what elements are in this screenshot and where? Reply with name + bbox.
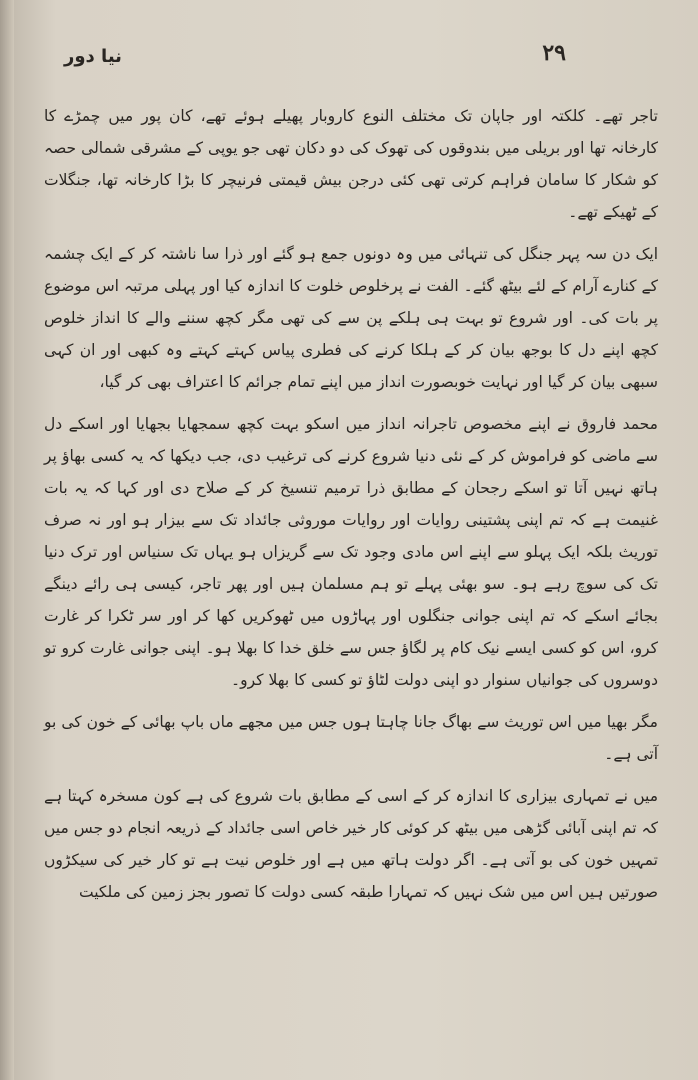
page-gutter-shadow bbox=[0, 0, 14, 1080]
running-head: نیا دور bbox=[64, 46, 122, 67]
paragraph: میں نے تمہاری بیزاری کا اندازہ کر کے اسی کے مطابق بات شروع کی ہے کون مسخرہ کہتا ہے کہ تم اپنی آبائی گڑھی میں بیٹھ کر کوئی کار خیر خاص اسی جائداد کے ذریعہ انجام دو جس میں تمہیں خون کی بو آتی ہے۔ اگر دولت ہاتھ میں ہے اور خلوص نیت ہے تو کار خیر کی سیکڑوں صورتیں ہیں اس میں شک نہیں کہ تمہارا طبقہ کسی دولت کا تصور بجز زمین کی ملکیت bbox=[44, 787, 658, 901]
paragraph: تاجر تھے۔ کلکتہ اور جاپان تک مختلف النوع کاروبار پھیلے ہوئے تھے، کان پور میں چمڑے کا کارخانہ تھا اور بریلی میں بندوقوں کی تھوک کی دو دکان تھی جو یوپی کے مشرقی شمالی حصہ کو شکار کا سامان فراہم کرتی تھی کئی درجن بیش قیمتی فرنیچر کا بڑا کارخانہ تھا، جنگلات کے ٹھیکے تھے۔ bbox=[44, 107, 658, 221]
paragraph: ایک دن سہ پہر جنگل کی تنہائی میں وہ دونوں جمع ہو گئے اور ذرا سا ناشتہ کر کے ایک چشمہ کے کنارے آرام کے لئے بیٹھ گئے۔ الفت نے پرخلوص خلوت کا اندازہ کیا اور پہلی مرتبہ اس موضوع پر بات کی۔ اور شروع تو بہت ہی ہلکے پن سے کی تھی مگر کچھ سننے والے کا انداز خلوص کچھ اپنے دل کا بوجھ بیان کر کے ہلکا کرنے کی فطری پیاس کہتے کہتے وہ کبھی اور ان کہی سبھی بیان کر گیا اور نہایت خوبصورت انداز میں اپنے تمام جرائم کا اعتراف بھی کر گیا، bbox=[44, 245, 658, 391]
paragraph: مگر بھیا میں اس توریث سے بھاگ جانا چاہتا ہوں جس میں مجھے ماں باپ بھائی کے خون کی بو آتی ہے۔ bbox=[44, 713, 658, 763]
paragraph: محمد فاروق نے اپنے مخصوص تاجرانہ انداز میں اسکو بہت کچھ سمجھایا بجھایا اور اسکے دل سے ماضی کو فراموش کر کے نئی دنیا شروع کرنے کی ترغیب دی، جب دیکھا کہ یہ کسی بھاؤ پر ہاتھ نہیں آتا تو اسکے رجحان کے مطابق ذرا ترمیم تنسیخ کر کے صلاح دی اور کہا کہ یہ بات غنیمت ہے کہ تم اپنی پشتینی روایات اور روایات موروثی جائداد تک سے بیزار ہو اور نہ صرف توریث بلکہ ایک پہلو سے اپنے اس مادی وجود تک سے گریزاں ہو یہاں تک سنیاس اور ترک دنیا تک کی سوچ رہے ہو۔ سو بھئی پہلے تو ہم مسلمان ہیں اور پھر تاجر، کیسی ہی رائے دینگے بجائے اسکے کہ تم اپنی جوانی جنگلوں اور پہاڑوں میں ٹھوکریں کھا کر اور سر ٹکرا کر غارت کرو، اس کو کسی ایسے نیک کام پر لگاؤ جس سے خلق خدا کا بھلا ہو۔ اپنی جوانی غارت کرو تو دوسروں کی جوانیاں سنوار دو اپنی دولت لٹاؤ تو کسی کا بھلا کرو۔ bbox=[44, 415, 658, 689]
page-header bbox=[40, 40, 658, 80]
body-text bbox=[44, 100, 658, 1040]
page-number: ۲۹ bbox=[542, 40, 566, 66]
